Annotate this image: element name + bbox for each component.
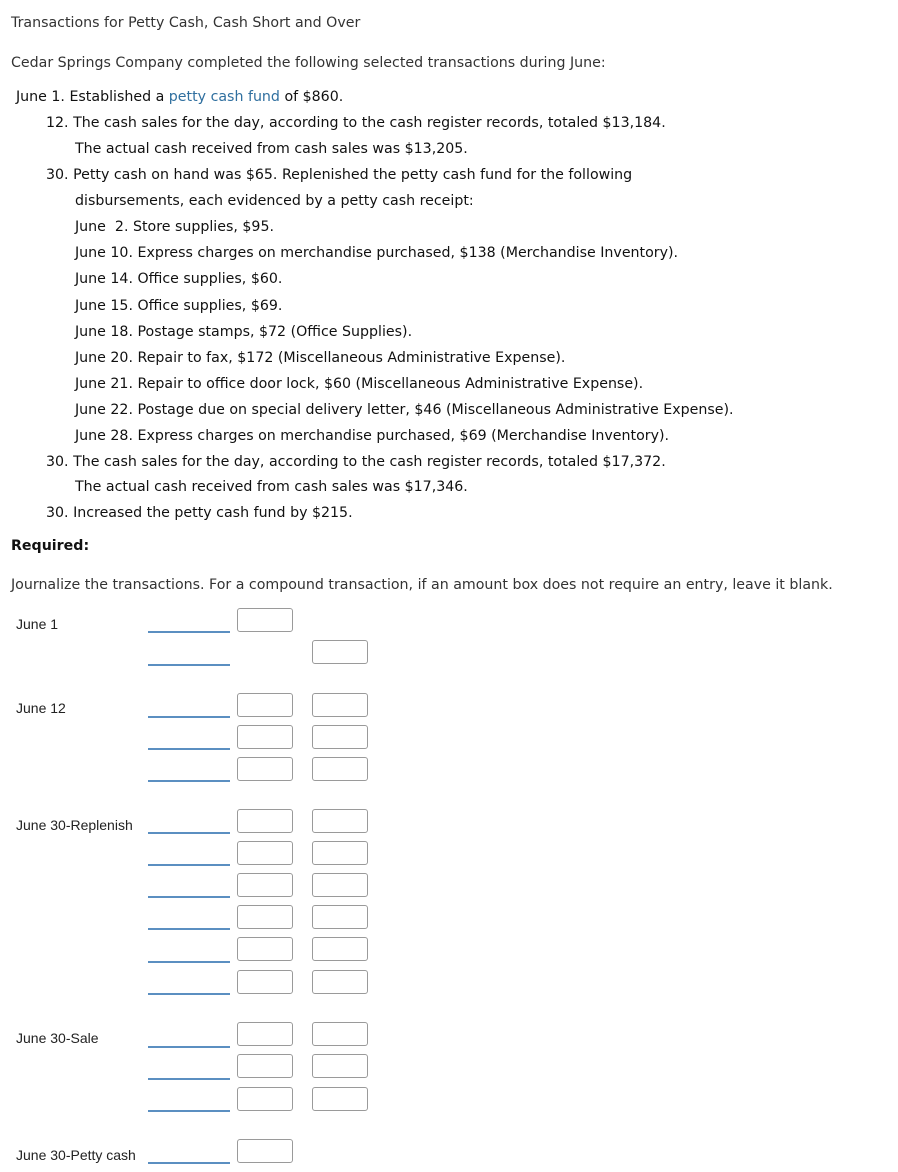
account-select[interactable] bbox=[148, 748, 230, 750]
journal-label-june-30-petty-cash: June 30-Petty cash bbox=[16, 1147, 136, 1163]
journal-label-june-30-replenish: June 30-Replenish bbox=[16, 817, 133, 833]
account-select[interactable] bbox=[148, 716, 230, 718]
debit-amount-input[interactable] bbox=[237, 757, 293, 781]
debit-amount-input[interactable] bbox=[237, 1022, 293, 1046]
transaction-june-30-line1: 30. Petty cash on hand was $65. Replenished the petty cash fund for the following bbox=[46, 167, 633, 183]
debit-amount-input[interactable] bbox=[237, 970, 293, 994]
account-select[interactable] bbox=[148, 961, 230, 963]
disbursement-item: June 28. Express charges on merchandise purchased, $69 (Merchandise Inventory). bbox=[75, 428, 670, 444]
petty-cash-fund-link[interactable]: petty cash fund bbox=[168, 89, 280, 105]
account-select[interactable] bbox=[148, 993, 230, 995]
transaction-june-12-line2: The actual cash received from cash sales was $13,205. bbox=[75, 141, 468, 157]
account-select[interactable] bbox=[148, 631, 230, 633]
debit-amount-input[interactable] bbox=[237, 1054, 293, 1078]
account-select[interactable] bbox=[148, 896, 230, 898]
debit-amount-input[interactable] bbox=[237, 1139, 293, 1163]
account-select[interactable] bbox=[148, 1162, 230, 1164]
intro-text: Cedar Springs Company completed the following selected transactions during June: bbox=[11, 55, 606, 71]
journal-label-june-12: June 12 bbox=[16, 700, 66, 716]
debit-amount-input[interactable] bbox=[237, 841, 293, 865]
transaction-june-12-line1: 12. The cash sales for the day, according to the cash register records, totaled $13,184. bbox=[46, 115, 666, 131]
account-select[interactable] bbox=[148, 780, 230, 782]
transaction-june-30-sale-line1: 30. The cash sales for the day, according to the cash register records, totaled $17,372. bbox=[46, 454, 666, 470]
credit-amount-input[interactable] bbox=[312, 841, 368, 865]
debit-amount-input[interactable] bbox=[237, 725, 293, 749]
account-select[interactable] bbox=[148, 1046, 230, 1048]
credit-amount-input[interactable] bbox=[312, 693, 368, 717]
journal-label-june-1: June 1 bbox=[16, 616, 59, 632]
disbursement-item: June 20. Repair to fax, $172 (Miscellaneous Administrative Expense). bbox=[75, 350, 566, 366]
credit-amount-input[interactable] bbox=[312, 937, 368, 961]
credit-amount-input[interactable] bbox=[312, 905, 368, 929]
credit-amount-input[interactable] bbox=[312, 1054, 368, 1078]
account-select[interactable] bbox=[148, 664, 230, 666]
account-select[interactable] bbox=[148, 1078, 230, 1080]
credit-amount-input[interactable] bbox=[312, 757, 368, 781]
credit-amount-input[interactable] bbox=[312, 1087, 368, 1111]
disbursement-item: June 2. Store supplies, $95. bbox=[75, 219, 274, 235]
transaction-june-1 bbox=[16, 88, 343, 106]
credit-amount-input[interactable] bbox=[312, 873, 368, 897]
debit-amount-input[interactable] bbox=[237, 693, 293, 717]
transaction-june-30-line2: disbursements, each evidenced by a petty cash receipt: bbox=[75, 193, 474, 209]
debit-amount-input[interactable] bbox=[237, 873, 293, 897]
debit-amount-input[interactable] bbox=[237, 809, 293, 833]
disbursement-item: June 22. Postage due on special delivery letter, $46 (Miscellaneous Administrative Expense). bbox=[75, 402, 734, 418]
credit-amount-input[interactable] bbox=[312, 970, 368, 994]
account-select[interactable] bbox=[148, 832, 230, 834]
credit-amount-input[interactable] bbox=[312, 640, 368, 664]
transaction-june-30-sale-line2: The actual cash received from cash sales was $17,346. bbox=[75, 479, 468, 495]
credit-amount-input[interactable] bbox=[312, 809, 368, 833]
transaction-june-30-increase: 30. Increased the petty cash fund by $215. bbox=[46, 505, 353, 521]
transaction-june-1-suffix: of $860. bbox=[279, 89, 344, 105]
transaction-june-1-prefix: June 1. Established a bbox=[16, 89, 169, 105]
page-title: Transactions for Petty Cash, Cash Short and Over bbox=[11, 15, 361, 31]
disbursement-item: June 21. Repair to office door lock, $60 (Miscellaneous Administrative Expense). bbox=[75, 376, 644, 392]
debit-amount-input[interactable] bbox=[237, 937, 293, 961]
disbursement-item: June 18. Postage stamps, $72 (Office Supplies). bbox=[75, 324, 413, 340]
disbursement-item: June 14. Office supplies, $60. bbox=[75, 271, 283, 287]
required-heading: Required: bbox=[11, 538, 90, 554]
disbursement-item: June 15. Office supplies, $69. bbox=[75, 298, 283, 314]
disbursement-item: June 10. Express charges on merchandise purchased, $138 (Merchandise Inventory). bbox=[75, 245, 679, 261]
account-select[interactable] bbox=[148, 928, 230, 930]
journal-label-june-30-sale: June 30-Sale bbox=[16, 1030, 99, 1046]
account-select[interactable] bbox=[148, 1110, 230, 1112]
credit-amount-input[interactable] bbox=[312, 1022, 368, 1046]
account-select[interactable] bbox=[148, 864, 230, 866]
instruction-text: Journalize the transactions. For a compound transaction, if an amount box does not require an entry, leave it blank. bbox=[11, 577, 833, 593]
debit-amount-input[interactable] bbox=[237, 905, 293, 929]
debit-amount-input[interactable] bbox=[237, 608, 293, 632]
debit-amount-input[interactable] bbox=[237, 1087, 293, 1111]
credit-amount-input[interactable] bbox=[312, 725, 368, 749]
